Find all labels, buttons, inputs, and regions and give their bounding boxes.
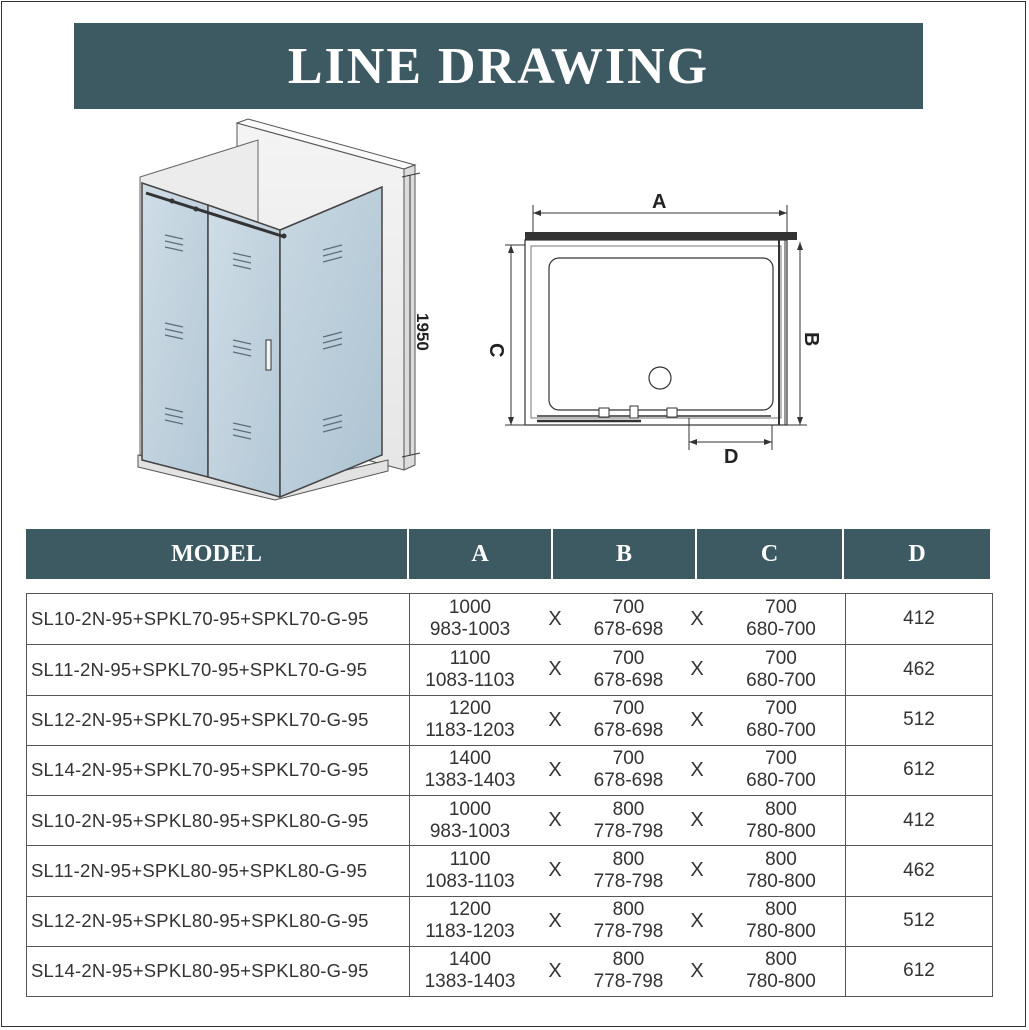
page-title: LINE DRAWING xyxy=(287,37,710,95)
d-cell: 412 xyxy=(845,594,992,644)
times-sign: X xyxy=(690,708,704,731)
model-cell: SL10-2N-95+SPKL80-95+SPKL80-G-95 xyxy=(27,796,410,845)
table-row xyxy=(27,845,992,895)
times-sign: X xyxy=(690,607,704,630)
dimension-c-label: C xyxy=(485,343,507,358)
b-cell: 800 778-798 xyxy=(593,798,664,842)
c-cell: 700 680-700 xyxy=(746,748,816,792)
c-cell: 700 680-700 xyxy=(746,597,816,641)
header-model: MODEL xyxy=(26,529,407,579)
d-cell: 462 xyxy=(845,846,992,895)
d-cell: 612 xyxy=(845,947,992,996)
a-cell: 1100 1083-1103 xyxy=(425,647,515,691)
b-cell: 800 778-798 xyxy=(593,949,664,993)
header-b: B xyxy=(553,529,695,579)
c-cell: 800 780-800 xyxy=(746,899,816,943)
times-sign: X xyxy=(548,607,562,630)
a-cell: 1100 1083-1103 xyxy=(425,848,515,892)
b-cell: 700 678-698 xyxy=(593,748,664,792)
model-cell: SL11-2N-95+SPKL80-95+SPKL80-G-95 xyxy=(27,846,410,895)
table-row xyxy=(27,795,992,845)
table-header xyxy=(26,529,990,579)
b-cell: 700 678-698 xyxy=(593,698,664,742)
table-row xyxy=(27,946,992,996)
table-row xyxy=(27,745,992,795)
dimensions-table xyxy=(26,593,993,997)
shower-plan-view-drawing xyxy=(475,180,845,470)
dimension-a-label: A xyxy=(652,191,667,213)
b-cell: 700 678-698 xyxy=(593,647,664,691)
times-sign: X xyxy=(548,658,562,681)
a-cell: 1000 983-1003 xyxy=(429,597,511,641)
table-row xyxy=(27,695,992,745)
header-c: C xyxy=(697,529,842,579)
table-row xyxy=(27,644,992,694)
c-cell: 700 680-700 xyxy=(746,647,816,691)
b-cell: 700 678-698 xyxy=(593,597,664,641)
model-cell: SL11-2N-95+SPKL70-95+SPKL70-G-95 xyxy=(27,645,410,694)
table-row xyxy=(27,896,992,946)
dimension-b-label: B xyxy=(800,332,822,347)
times-sign: X xyxy=(548,708,562,731)
c-cell: 700 680-700 xyxy=(746,698,816,742)
times-sign: X xyxy=(690,758,704,781)
a-cell: 1000 983-1003 xyxy=(429,798,511,842)
times-sign: X xyxy=(690,959,704,982)
c-cell: 800 780-800 xyxy=(746,949,816,993)
times-sign: X xyxy=(548,959,562,982)
header-d: D xyxy=(844,529,990,579)
times-sign: X xyxy=(548,758,562,781)
table-row xyxy=(27,594,992,644)
height-dimension-label: 1950 xyxy=(413,313,432,351)
model-cell: SL14-2N-95+SPKL80-95+SPKL80-G-95 xyxy=(27,947,410,996)
times-sign: X xyxy=(690,859,704,882)
a-cell: 1200 1183-1203 xyxy=(425,698,515,742)
a-cell: 1400 1383-1403 xyxy=(424,748,516,792)
c-cell: 800 780-800 xyxy=(746,798,816,842)
model-cell: SL12-2N-95+SPKL70-95+SPKL70-G-95 xyxy=(27,696,410,745)
times-sign: X xyxy=(548,809,562,832)
shower-enclosure-perspective-drawing xyxy=(120,115,460,520)
model-cell: SL14-2N-95+SPKL70-95+SPKL70-G-95 xyxy=(27,746,410,795)
a-cell: 1400 1383-1403 xyxy=(424,949,516,993)
d-cell: 512 xyxy=(845,897,992,946)
times-sign: X xyxy=(690,809,704,832)
dimension-d-label: D xyxy=(724,446,739,468)
title-banner xyxy=(74,23,923,109)
d-cell: 412 xyxy=(845,796,992,845)
times-sign: X xyxy=(548,909,562,932)
times-sign: X xyxy=(548,859,562,882)
a-cell: 1200 1183-1203 xyxy=(425,899,515,943)
d-cell: 512 xyxy=(845,696,992,745)
b-cell: 800 778-798 xyxy=(593,848,664,892)
times-sign: X xyxy=(690,658,704,681)
model-cell: SL10-2N-95+SPKL70-95+SPKL70-G-95 xyxy=(27,594,410,644)
c-cell: 800 780-800 xyxy=(746,848,816,892)
b-cell: 800 778-798 xyxy=(593,899,664,943)
model-cell: SL12-2N-95+SPKL80-95+SPKL80-G-95 xyxy=(27,897,410,946)
times-sign: X xyxy=(690,909,704,932)
d-cell: 612 xyxy=(845,746,992,795)
d-cell: 462 xyxy=(845,645,992,694)
header-a: A xyxy=(409,529,551,579)
